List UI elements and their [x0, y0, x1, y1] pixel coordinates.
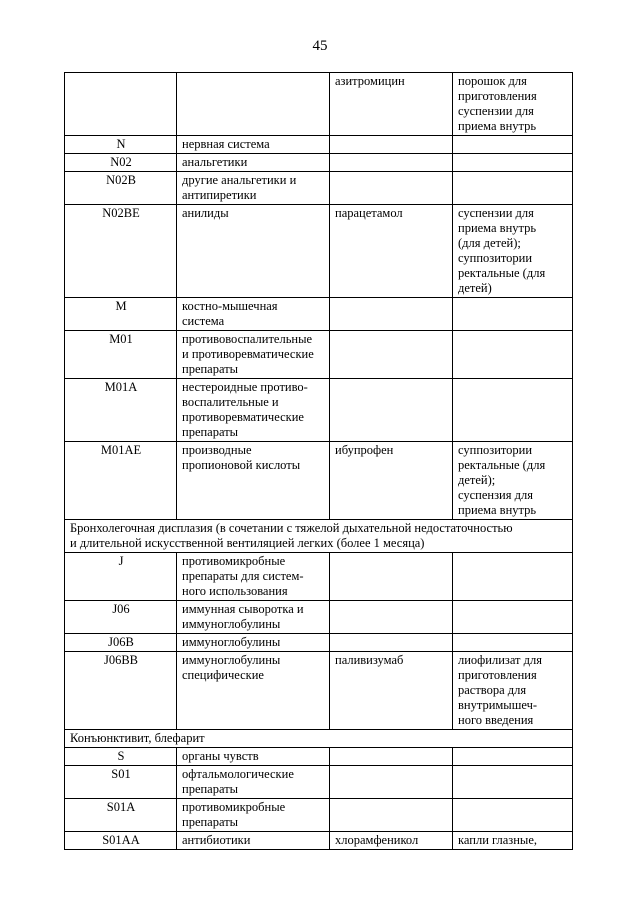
- atc-code-cell: N: [65, 136, 177, 154]
- atc-code-cell: N02: [65, 154, 177, 172]
- drug-name-cell: ибупрофен: [330, 442, 453, 520]
- drug-name-cell: [330, 172, 453, 205]
- table-row: [65, 331, 573, 379]
- dosage-form-cell: [453, 748, 573, 766]
- table-row: [65, 172, 573, 205]
- section-title: Конъюнктивит, блефарит: [65, 730, 573, 748]
- table-row: [65, 748, 573, 766]
- dosage-form-cell: суппозитории ректальные (для детей); суспензия для приема внутрь: [453, 442, 573, 520]
- table-row: [65, 205, 573, 298]
- drug-name-cell: [330, 634, 453, 652]
- table-body: [65, 73, 573, 850]
- dosage-form-cell: [453, 379, 573, 442]
- dosage-form-cell: [453, 331, 573, 379]
- dosage-form-cell: [453, 601, 573, 634]
- drug-name-cell: [330, 799, 453, 832]
- dosage-form-cell: [453, 766, 573, 799]
- atc-code-cell: S01: [65, 766, 177, 799]
- dosage-form-cell: лиофилизат для приготовления раствора для внутримышеч- ного введения: [453, 652, 573, 730]
- drug-name-cell: [330, 379, 453, 442]
- atc-group-cell: нервная система: [177, 136, 330, 154]
- dosage-form-cell: капли глазные,: [453, 832, 573, 850]
- atc-code-cell: J06BB: [65, 652, 177, 730]
- table-row: [65, 298, 573, 331]
- table-row: [65, 553, 573, 601]
- dosage-form-cell: [453, 634, 573, 652]
- atc-code-cell: N02B: [65, 172, 177, 205]
- drug-name-cell: паливизумаб: [330, 652, 453, 730]
- table-row: [65, 832, 573, 850]
- table-row: [65, 652, 573, 730]
- atc-group-cell: органы чувств: [177, 748, 330, 766]
- atc-code-cell: M01A: [65, 379, 177, 442]
- table-row: [65, 766, 573, 799]
- atc-code-cell: M01AE: [65, 442, 177, 520]
- atc-group-cell: противомикробные препараты: [177, 799, 330, 832]
- atc-code-cell: [65, 73, 177, 136]
- section-title: Бронхолегочная дисплазия (в сочетании с тяжелой дыхательной недостаточностью и длительной искусственной вентиляцией легких (более 1 месяца): [65, 520, 573, 553]
- page-number: 45: [312, 38, 328, 54]
- atc-code-cell: M: [65, 298, 177, 331]
- section-header-row: [65, 730, 573, 748]
- atc-group-cell: антибиотики: [177, 832, 330, 850]
- drug-name-cell: [330, 136, 453, 154]
- drug-name-cell: [330, 601, 453, 634]
- atc-code-cell: J: [65, 553, 177, 601]
- drug-name-cell: [330, 553, 453, 601]
- table-row: [65, 442, 573, 520]
- drug-name-cell: азитромицин: [330, 73, 453, 136]
- atc-code-cell: S01AA: [65, 832, 177, 850]
- atc-group-cell: противовоспалительные и противоревматические препараты: [177, 331, 330, 379]
- atc-group-cell: анилиды: [177, 205, 330, 298]
- drug-name-cell: [330, 154, 453, 172]
- atc-group-cell: другие анальгетики и антипиретики: [177, 172, 330, 205]
- atc-group-cell: анальгетики: [177, 154, 330, 172]
- table-row: [65, 379, 573, 442]
- atc-group-cell: иммуноглобулины специфические: [177, 652, 330, 730]
- atc-group-cell: [177, 73, 330, 136]
- drug-name-cell: [330, 331, 453, 379]
- atc-group-cell: костно-мышечная система: [177, 298, 330, 331]
- dosage-form-cell: [453, 154, 573, 172]
- atc-group-cell: производные пропионовой кислоты: [177, 442, 330, 520]
- dosage-form-cell: [453, 553, 573, 601]
- dosage-form-cell: порошок для приготовления суспензии для приема внутрь: [453, 73, 573, 136]
- drug-name-cell: парацетамол: [330, 205, 453, 298]
- atc-group-cell: иммунная сыворотка и иммуноглобулины: [177, 601, 330, 634]
- dosage-form-cell: [453, 799, 573, 832]
- table-row: [65, 799, 573, 832]
- table-row: [65, 73, 573, 136]
- atc-code-cell: J06: [65, 601, 177, 634]
- atc-code-cell: S: [65, 748, 177, 766]
- atc-code-cell: N02BE: [65, 205, 177, 298]
- dosage-form-cell: [453, 136, 573, 154]
- section-header-row: [65, 520, 573, 553]
- drug-name-cell: хлорамфеникол: [330, 832, 453, 850]
- dosage-form-cell: суспензии для приема внутрь (для детей); суппозитории ректальные (для детей): [453, 205, 573, 298]
- dosage-form-cell: [453, 298, 573, 331]
- table-row: [65, 601, 573, 634]
- table-row: [65, 154, 573, 172]
- drug-table: [64, 72, 573, 850]
- atc-code-cell: J06B: [65, 634, 177, 652]
- atc-group-cell: нестероидные противо- воспалительные и противоревматические препараты: [177, 379, 330, 442]
- dosage-form-cell: [453, 172, 573, 205]
- drug-name-cell: [330, 748, 453, 766]
- drug-name-cell: [330, 766, 453, 799]
- atc-code-cell: S01A: [65, 799, 177, 832]
- atc-code-cell: M01: [65, 331, 177, 379]
- drug-name-cell: [330, 298, 453, 331]
- table-row: [65, 136, 573, 154]
- atc-group-cell: офтальмологические препараты: [177, 766, 330, 799]
- atc-group-cell: противомикробные препараты для систем- ного использования: [177, 553, 330, 601]
- atc-group-cell: иммуноглобулины: [177, 634, 330, 652]
- table-row: [65, 634, 573, 652]
